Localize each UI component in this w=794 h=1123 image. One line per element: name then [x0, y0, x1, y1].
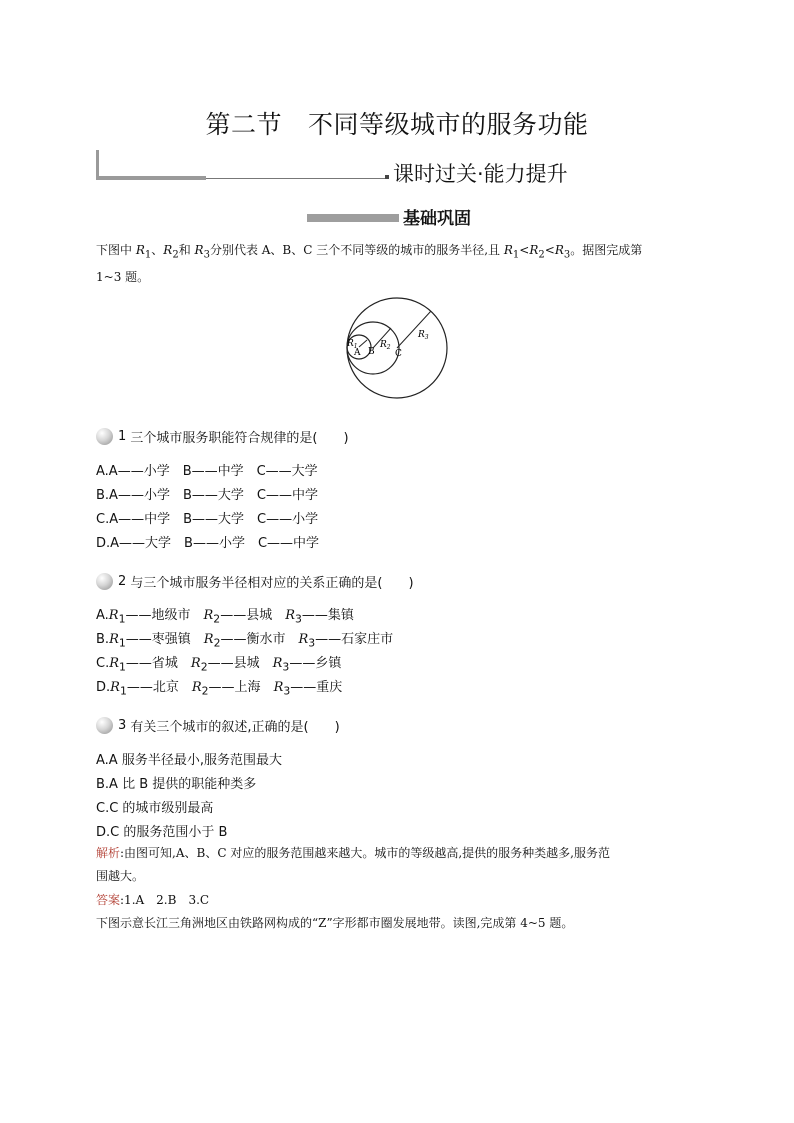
title-text: 不同等级城市的服务功能: [308, 110, 589, 139]
q2-option-b: $B.R_1——$枣强镇 $R_2——$衡水市 $R_3——$石家庄市: [96, 632, 394, 650]
analysis-paragraph: 解析:由图可知,A、B、C 对应的服务范围越来越大。城市的等级越高,提供的服务种类越多,服务范 围越大。: [96, 846, 610, 883]
radius-line-r3: [397, 311, 431, 348]
intro-paragraph: 下图中 $R_1$、$R_2$和 $R_3$分别代表 A、B、C 三个不同等级的城市的服务半径,且 $R_1<R_2<R_3$。据图完成第 1~3 题。: [96, 243, 643, 285]
q1-option-d: D.A——大学 B——小学 C——中学: [96, 536, 320, 551]
label-r1: $R_1$: [347, 339, 358, 350]
question-bullet-icon: [96, 717, 113, 734]
label-a: A: [354, 348, 361, 358]
page-subtitle: 课时过关·能力提升: [393, 162, 568, 186]
service-radius-figure: [330, 292, 460, 404]
question-bullet-icon: [96, 428, 113, 445]
q1-option-c: C.A——中学 B——大学 C——小学: [96, 512, 319, 527]
radius-line-r1: [359, 340, 367, 347]
q3-option-d: D.C 的服务范围小于 B: [96, 825, 228, 840]
intro-paragraph-2: 下图示意长江三角洲地区由铁路网构成的“Z”字形都市圈发展地带。读图,完成第 4~5 题。: [96, 916, 574, 930]
q2-option-d: $D.R_1——$北京 $R_2——$上海 $R_3——$重庆: [96, 680, 343, 698]
header-rule-line: [206, 178, 386, 179]
q2-option-c: $C.R_1——$省城 $R_2——$县城 $R_3——$乡镇: [96, 656, 342, 674]
q1-option-a: A.A——小学 B——中学 C——大学: [96, 464, 318, 479]
q3-option-b: B.A 比 B 提供的职能种类多: [96, 777, 257, 792]
header-bracket-decoration: [96, 150, 206, 180]
page-title: [0, 105, 794, 141]
analysis-label: 解析: [96, 846, 121, 860]
q3-option-c: C.C 的城市级别最高: [96, 801, 214, 816]
question-bullet-icon: [96, 573, 113, 590]
question-3: 3 有关三个城市的叙述,正确的是( ): [96, 716, 340, 735]
label-r3: $R_3$: [418, 330, 429, 341]
q2-option-a: $A.R_1——$地级市 $R_2——$县城 $R_3——$集镇: [96, 608, 354, 626]
answer-line: 答案:1.A 2.B 3.C: [96, 893, 210, 907]
label-r2: $R_2$: [380, 340, 391, 351]
section-bar-decoration: [307, 214, 399, 222]
question-1: 1 三个城市服务职能符合规律的是( ): [96, 427, 349, 446]
question-2: 2 与三个城市服务半径相对应的关系正确的是( ): [96, 572, 414, 591]
section-title: 基础巩固: [403, 209, 471, 229]
q3-option-a: A.A 服务半径最小,服务范围最大: [96, 753, 282, 768]
answer-label: 答案: [96, 893, 121, 907]
header-rule-dot: [385, 175, 389, 179]
q1-option-b: B.A——小学 B——大学 C——中学: [96, 488, 318, 503]
title-section-number: 第二节: [205, 110, 282, 139]
label-b: B: [368, 347, 375, 357]
label-c: C: [395, 349, 402, 359]
